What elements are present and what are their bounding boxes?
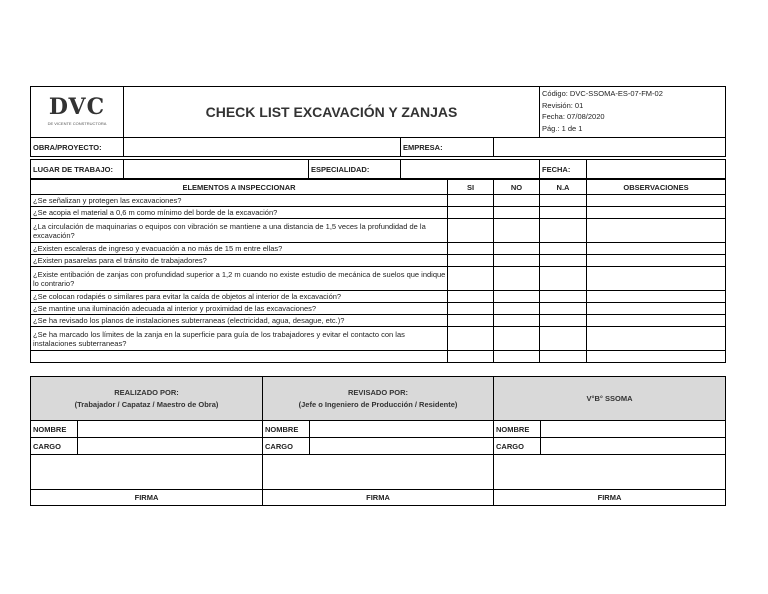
doc-info [539,86,726,138]
si-cell-10[interactable] [447,326,494,351]
realizado-header [30,376,263,421]
cargo-label-2: CARGO [262,437,310,455]
fecha-label: FECHA: [539,159,587,179]
nombre-field-2[interactable] [309,420,494,438]
item-text-3: ¿La circulación de maquinarias o equipos con vibración se mantiene a una distancia de 1,5 veces la profundidad de la excavación? [30,218,448,243]
na-cell-6[interactable] [539,266,587,291]
vobo-title: V°B° SSOMA [586,394,633,403]
nombre-label-1: NOMBRE [30,420,78,438]
observaciones-cell-3[interactable] [586,218,726,243]
logo-text: DVC [48,94,106,120]
si-cell-11[interactable] [447,350,494,363]
na-cell-11[interactable] [539,350,587,363]
especialidad-field[interactable] [400,159,540,179]
item-text-8: ¿Se mantine una iluminación adecuada al interior y proximidad de las excavaciones? [30,302,448,315]
empresa-field[interactable] [493,137,726,157]
observaciones-cell-10[interactable] [586,326,726,351]
item-text-10: ¿Se ha marcado los límites de la zanja en la superficie para guía de los trabajadores y evitar el contacto con las instalaciones subterraneas? [30,326,448,351]
revisado-title: REVISADO POR: [347,388,408,397]
signature-area-1[interactable] [30,454,263,490]
header-observaciones: OBSERVACIONES [586,179,726,195]
doc-revision: Revisión: 01 [542,100,584,110]
empresa-label: EMPRESA: [400,137,494,157]
cargo-label-1: CARGO [30,437,78,455]
realizado-subtitle: (Trabajador / Capataz / Maestro de Obra) [74,400,219,409]
item-text-11 [30,350,448,363]
fecha-field[interactable] [586,159,726,179]
no-cell-3[interactable] [493,218,540,243]
firma-label-2: FIRMA [262,489,494,506]
item-text-5: ¿Existen pasarelas para el tránsito de trabajadores? [30,254,448,267]
signature-area-2[interactable] [262,454,494,490]
item-text-1: ¿Se señalizan y protegen las excavaciones? [30,194,448,207]
obra-field[interactable] [123,137,401,157]
obra-label: OBRA/PROYECTO: [30,137,124,157]
vobo-header [493,376,726,421]
observaciones-cell-11[interactable] [586,350,726,363]
na-cell-10[interactable] [539,326,587,351]
form-title: CHECK LIST EXCAVACIÓN Y ZANJAS [123,86,540,138]
especialidad-label: ESPECIALIDAD: [308,159,401,179]
header-si: SI [447,179,494,195]
revisado-header [262,376,494,421]
logo-tagline: DE VICENTE CONSTRUCTORA [47,121,107,126]
cargo-label-3: CARGO [493,437,541,455]
cargo-field-1[interactable] [77,437,263,455]
cargo-field-2[interactable] [309,437,494,455]
si-cell-3[interactable] [447,218,494,243]
nombre-field-3[interactable] [540,420,726,438]
doc-date: Fecha: 07/08/2020 [542,112,605,121]
revisado-subtitle: (Jefe o Ingeniero de Producción / Residente) [298,400,458,409]
header-na: N.A [539,179,587,195]
header-logo-cell [30,86,124,138]
header-no: NO [493,179,540,195]
firma-label-3: FIRMA [493,489,726,506]
lugar-label: LUGAR DE TRABAJO: [30,159,124,179]
no-cell-11[interactable] [493,350,540,363]
firma-label-1: FIRMA [30,489,263,506]
nombre-label-3: NOMBRE [493,420,541,438]
no-cell-10[interactable] [493,326,540,351]
company-logo [31,94,123,126]
item-text-7: ¿Se colocan rodapiés o similares para evitar la caída de objetos al interior de la excavación? [30,290,448,303]
nombre-field-1[interactable] [77,420,263,438]
header-elementos: ELEMENTOS A INSPECCIONAR [30,179,448,195]
item-text-9: ¿Se ha revisado los planos de instalaciones subterraneas (electricidad, agua, desague, etc.)? [30,314,448,327]
realizado-title: REALIZADO POR: [114,388,179,397]
na-cell-3[interactable] [539,218,587,243]
lugar-field[interactable] [123,159,309,179]
doc-code: Código: DVC-SSOMA-ES-07-FM-02 [542,89,663,98]
observaciones-cell-6[interactable] [586,266,726,291]
item-text-6: ¿Existe entibación de zanjas con profundidad superior a 1,2 m cuando no existe estudio de mecánica de suelos que indique lo contrario? [30,266,448,291]
no-cell-6[interactable] [493,266,540,291]
item-text-2: ¿Se acopia el material a 0,6 m como mínimo del borde de la excavación? [30,206,448,219]
doc-page: Pág.: 1 de 1 [542,123,583,133]
item-text-4: ¿Existen escaleras de ingreso y evacuación a no más de 15 m entre ellas? [30,242,448,255]
signature-area-3[interactable] [493,454,726,490]
si-cell-6[interactable] [447,266,494,291]
cargo-field-3[interactable] [540,437,726,455]
nombre-label-2: NOMBRE [262,420,310,438]
